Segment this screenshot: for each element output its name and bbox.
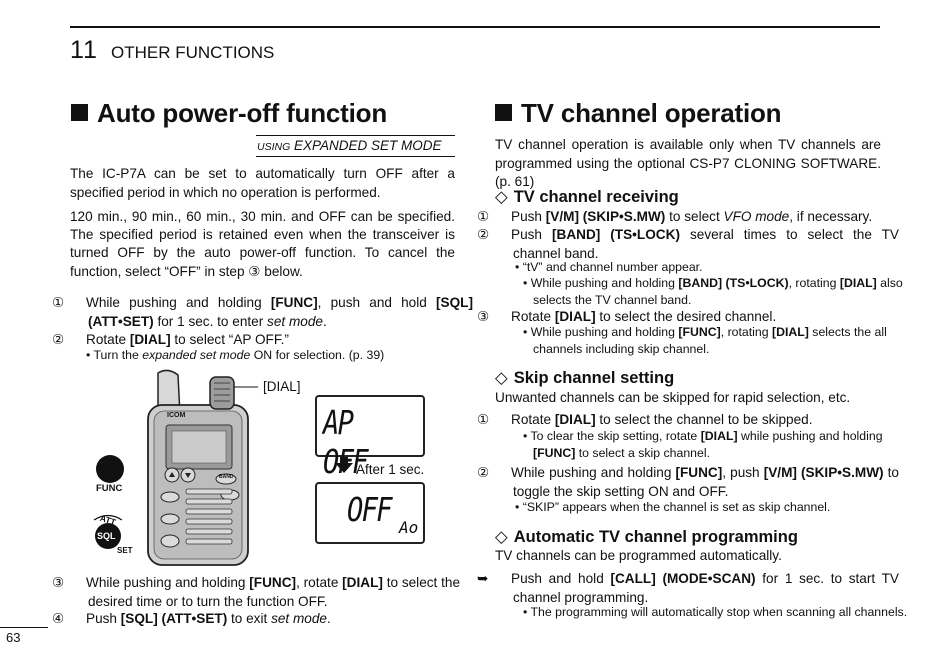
tv-receiving-step-3-note: • While pushing and holding [FUNC], rotating [DIAL] selects the all channels including skip channel. [523, 325, 887, 356]
left-step-4: ④ Push [SQL] (ATT•SET) to exit set mode. [52, 611, 331, 626]
diamond-icon: ◇ [495, 369, 508, 387]
sql-key [161, 535, 179, 547]
set-label: SET [117, 546, 133, 555]
header-rule [70, 26, 880, 28]
diamond-icon: ◇ [495, 188, 508, 206]
brand-label: ICOM [167, 412, 186, 419]
left-step-3: ③ While pushing and holding [FUNC], rotate [DIAL] to select the desired time or to turn the function OFF. [52, 575, 461, 609]
lcd-1-text: AP OFF [323, 403, 367, 481]
att-label: ATT [98, 512, 118, 528]
square-bullet-icon [495, 104, 512, 121]
dial-knob-icon [210, 377, 234, 409]
skip-channel-step-1-note: • To clear the skip setting, rotate [DIAL] while pushing and holding [FUNC] to select a skip channel. [523, 429, 883, 460]
page-number: 63 [6, 630, 21, 645]
auto-tv-step-1: ➥ Push and hold [CALL] (MODE•SCAN) for 1 sec. to start TV channel programming. [477, 571, 899, 605]
skip-channel-step-2-note: • “SKIP” appears when the channel is set as skip channel. [515, 500, 831, 514]
left-para-1: The IC-P7A can be set to automatically turn OFF after a specified period in which no operation is performed. [70, 166, 455, 200]
tv-receiving-step-3: ③ Rotate [DIAL] to select the desired channel. [477, 309, 777, 324]
band-key-label: BAND [219, 474, 234, 480]
func-button-icon [96, 455, 124, 483]
square-bullet-icon [71, 104, 88, 121]
right-section-title: TV channel operation [495, 98, 781, 129]
lcd-2-text: OFF [347, 490, 391, 529]
dial-label: [DIAL] [263, 379, 301, 394]
skip-channel-intro: Unwanted channels can be skipped for rapid selection, etc. [495, 390, 851, 405]
mode-indicator: USING EXPANDED SET MODE [256, 135, 455, 157]
tv-receiving-heading: ◇ TV channel receiving [495, 188, 679, 206]
left-step-1: ① While pushing and holding [FUNC], push and hold [SQL] (ATT•SET) for 1 sec. to enter set mode. [52, 295, 473, 329]
tv-receiving-step-2-note-1: • “tV” and channel number appear. [515, 260, 703, 274]
func-label: FUNC [96, 483, 123, 494]
left-step-2: ② Rotate [DIAL] to select “AP OFF.” [52, 332, 289, 347]
left-step-2-note: • Turn the expanded set mode ON for selection. (p. 39) [86, 348, 385, 362]
auto-tv-intro: TV channels can be programmed automatically. [495, 548, 782, 563]
chapter-number: 11 [70, 36, 98, 64]
skip-channel-step-2: ② While pushing and holding [FUNC], push [V/M] (SKIP•S.MW) to toggle the skip setting ON and OFF. [477, 465, 899, 499]
tv-receiving-step-2-note-2: • While pushing and holding [BAND] (TS•LOCK), rotating [DIAL] also selects the TV channel band. [523, 276, 903, 307]
diamond-icon: ◇ [495, 528, 508, 546]
left-para-2: 120 min., 90 min., 60 min., 30 min. and OFF can be specified. The specified period is retained even when the transceiver is turned OFF by the auto power-off function. To cancel the function, select “OFF” in step ③ below. [70, 209, 455, 279]
auto-tv-heading: ◇ Automatic TV channel programming [495, 528, 798, 546]
skip-channel-heading: ◇ Skip channel setting [495, 369, 675, 387]
tv-receiving-step-1: ① Push [V/M] (SKIP•S.MW) to select VFO mode, if necessary. [477, 209, 873, 224]
auto-tv-step-1-note: • The programming will automatically stop when scanning all channels. [523, 605, 908, 619]
sql-label: SQL [97, 531, 116, 541]
page-number-rule [0, 627, 48, 628]
lcd-2-small-text: Ao [399, 518, 419, 537]
after-label: After 1 sec. [356, 462, 425, 477]
right-intro: TV channel operation is available only when TV channels are programmed using the optional CS-P7 CLONING SOFTWARE. (p. 61) [495, 137, 881, 189]
chapter-title: OTHER FUNCTIONS [111, 43, 275, 62]
lcd-screen-2 [315, 482, 425, 544]
skip-channel-step-1: ① Rotate [DIAL] to select the channel to be skipped. [477, 412, 813, 427]
tv-receiving-step-2: ② Push [BAND] (TS•LOCK) several times to select the TV channel band. [477, 227, 899, 261]
left-section-title: Auto power-off function [71, 98, 387, 129]
